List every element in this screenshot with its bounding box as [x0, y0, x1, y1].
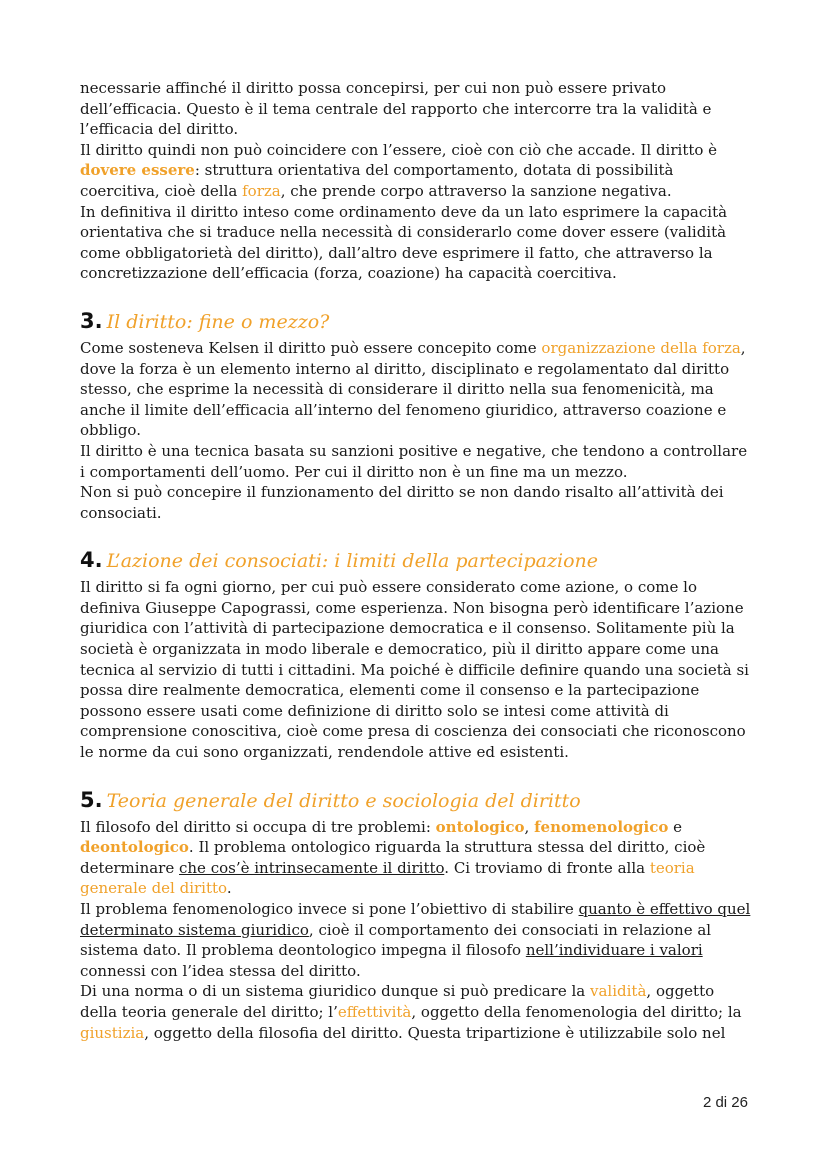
- highlight-organizzazione-forza: organizzazione della forza: [541, 338, 741, 357]
- text-run: Il diritto quindi non può coincidere con l’essere, cioè con ciò che accade. Il diritto è: [80, 140, 718, 159]
- section-3-paragraph-3: Non si può concepire il funzionamento del diritto se non dando risalto all’attività dei consociati.: [80, 483, 724, 522]
- text-run: , che prende corpo attraverso la sanzione negativa.: [280, 181, 672, 200]
- text-run: e: [668, 817, 683, 836]
- text-run: , oggetto della fenomenologia del diritto; la: [411, 1002, 742, 1021]
- highlight-teoria-generale: teoria generale del diritto: [80, 858, 695, 898]
- text-run: : struttura orientativa del comportamento, dotata di possibilità coercitiva, cioè della: [80, 161, 674, 200]
- section-5: [80, 785, 752, 1044]
- text-run: , oggetto della teoria generale del diritto; l’: [80, 982, 715, 1021]
- text-run: , oggetto della filosofia del diritto. Questa tripartizione è utilizzabile solo nel: [144, 1023, 726, 1042]
- section-3: [80, 306, 752, 523]
- text-run: , cioè il comportamento dei consociati in relazione al sistema dato. Il problema deontologico impegna il filosofo: [80, 920, 712, 960]
- text-run: Il problema fenomenologico invece si pone l’obiettivo di stabilire: [80, 900, 579, 918]
- highlight-effettivita: effettività: [337, 1002, 412, 1021]
- underline-intrinsecamente: che cos’è intrinsecamente il diritto: [179, 858, 445, 877]
- text-run: Di una norma o di un sistema giuridico dunque si può predicare la: [80, 982, 591, 1001]
- text-run: . Il problema ontologico riguarda la struttura stessa del diritto, cioè determinare: [80, 838, 706, 877]
- text-run: .: [226, 879, 232, 898]
- highlight-ontologico: ontologico: [435, 817, 525, 836]
- highlight-deontologico: deontologico: [80, 838, 189, 857]
- underline-quanto-effettivo: quanto è effettivo quel determinato sistema giuridico: [80, 900, 751, 939]
- text-run: Come sosteneva Kelsen il diritto può essere concepito come: [80, 338, 542, 357]
- page-number: 2 di 26: [702, 1094, 748, 1111]
- text-run: Il filosofo del diritto si occupa di tre problemi:: [80, 817, 436, 836]
- highlight-forza: forza: [242, 181, 281, 200]
- section-title: Teoria generale del diritto e sociologia del diritto: [106, 789, 581, 812]
- highlight-fenomenologico: fenomenologico: [534, 817, 669, 836]
- section-5-heading: [80, 785, 752, 815]
- underline-valori: nell’individuare i valori: [525, 941, 703, 960]
- text-run: . Ci troviamo di fronte alla: [444, 858, 650, 877]
- intro-section: [80, 78, 752, 284]
- section-3-paragraph-1: [80, 338, 752, 441]
- text-run: connessi con l’idea stessa del diritto.: [80, 961, 361, 980]
- section-4-heading: [80, 545, 752, 575]
- section-number: 5.: [80, 787, 103, 812]
- section-5-paragraph-2: [80, 899, 752, 981]
- intro-paragraph-1: necessarie affinché il diritto possa concepirsi, per cui non può essere privato dell’efficacia. Questo è il tema centrale del rapporto che intercorre tra la validità e l’efficacia del diritto.: [80, 79, 712, 139]
- section-title: Il diritto: fine o mezzo?: [106, 310, 330, 333]
- section-title: L’azione dei consociati: i limiti della partecipazione: [106, 550, 599, 573]
- section-3-heading: [80, 306, 752, 336]
- text-run: , dove la forza è un elemento interno al diritto, disciplinato e regolamentato dal diritto stesso, che esprime la necessità di considerare il diritto nella sua fenomenicità, ma anche il limite dell’efficacia all’interno del fenomeno giuridico, attraverso coazione e obbligo.: [80, 338, 746, 440]
- section-number: 3.: [80, 308, 103, 333]
- highlight-validita: validità: [590, 982, 647, 1001]
- intro-paragraph-2: [80, 140, 752, 202]
- section-number: 4.: [80, 548, 103, 573]
- section-5-paragraph-3: [80, 981, 752, 1043]
- highlight-giustizia: giustizia: [80, 1023, 145, 1042]
- intro-paragraph-3: In definitiva il diritto inteso come ordinamento deve da un lato esprimere la capacità orientativa che si traduce nella necessità di considerarlo come dover essere (validità come obbligatorietà del diritto), dall’altro deve esprimere il fatto, che attraverso la concretizzazione dell’efficacia (forza, coazione) ha capacità coercitiva.: [80, 202, 728, 283]
- highlight-dovere-essere: dovere essere: [80, 161, 195, 180]
- document-page: [80, 78, 752, 1043]
- section-4-paragraph-1: Il diritto si fa ogni giorno, per cui può essere considerato come azione, o come lo definiva Giuseppe Capograssi, come esperienza. Non bisogna però identificare l’azione giuridica con l’attività di partecipazione democratica e il consenso. Solitamente più la società è organizzata in modo liberale e democratico, più il diritto appare come una tecnica al servizio di tutti i cittadini. Ma poiché è difficile definire quando una società si possa dire realmente democratica, elementi come il consenso e la partecipazione possono essere usati come definizione di diritto solo se intesi come attività di comprensione conoscitiva, cioè come presa di coscienza dei consociati che riconoscono le norme da cui sono organizzati, rendendole attive ed esistenti.: [80, 578, 749, 762]
- section-3-paragraph-2: Il diritto è una tecnica basata su sanzioni positive e negative, che tendono a controllare i comportamenti dell’uomo. Per cui il diritto non è un fine ma un mezzo.: [80, 441, 748, 481]
- section-4: [80, 545, 752, 762]
- section-5-paragraph-1: [80, 817, 752, 899]
- text-run: ,: [524, 817, 535, 836]
